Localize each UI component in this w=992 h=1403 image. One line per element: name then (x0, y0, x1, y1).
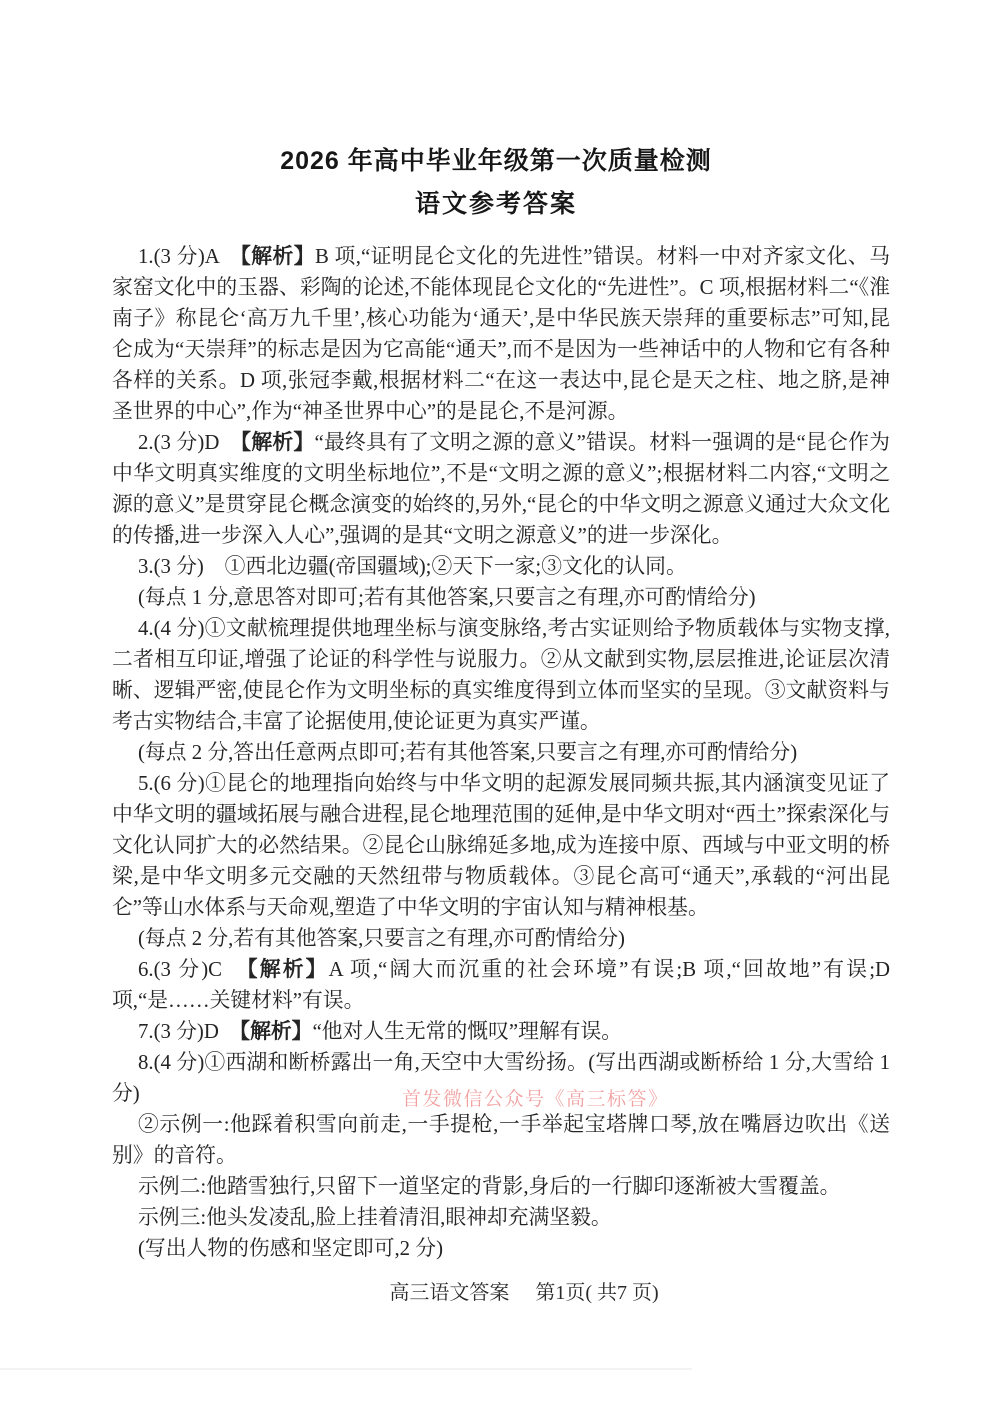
answer-text: 示例二:他踏雪独行,只留下一道坚定的背影,身后的一行脚印逐渐被大雪覆盖。 (138, 1175, 841, 1198)
answer-text: 2.(3 分)D (138, 431, 241, 454)
analysis-label: 【解析】 (247, 958, 329, 981)
answer-text: (写出人物的伤感和坚定即可,2 分) (138, 1237, 444, 1260)
page-footer (28, 1276, 992, 1305)
page-title: 2026 年高中毕业年级第一次质量检测 (280, 147, 712, 175)
answer-text: 8.(4 分)①西湖和断桥露出一角,天空中大雪纷扬。(写出西湖或断桥给 1 分,大雪给 1 分) (112, 1051, 890, 1105)
answer-paragraph (112, 1171, 890, 1202)
answer-text: 1.(3 分)A (138, 245, 241, 268)
answer-paragraph (112, 1233, 890, 1264)
page-subtitle: 语文参考答案 (414, 190, 577, 218)
answer-paragraph (112, 613, 890, 737)
answer-paragraph (112, 241, 890, 427)
answer-text: 3.(3 分) ①西北边疆(帝国疆域);②天下一家;③文化的认同。 (138, 555, 687, 578)
answer-text: 6.(3 分)C (138, 958, 248, 981)
analysis-label: 【解析】 (239, 1020, 313, 1043)
answer-paragraph (112, 1202, 890, 1233)
answer-text: “最终具有了文明之源的意义”错误。材料一强调的是“昆仑作为中华文明真实维度的文明坐标地位”,不是“文明之源的意义”;根据材料二内容,“文明之源的意义”是贯穿昆仑概念演变的始终的,另外,“昆仑的中华文明之源意义通过大众文化的传播,进一步深入人心”,强调的是其“文明之源意义”的进一步深化。 (112, 431, 890, 547)
answer-text: 示例三:他头发凌乱,脸上挂着清泪,眼神却充满坚毅。 (138, 1206, 612, 1229)
footer-doc-label: 高三语文答案 (389, 1282, 510, 1304)
answer-text: A 项,“阔大而沉重的社会环境”有误;B 项,“回故地”有误;D 项,“是……关键材料”有误。 (112, 958, 890, 1012)
answer-text: 4.(4 分)①文献梳理提供地理坐标与演变脉络,考古实证则给予物质载体与实物支撑,二者相互印证,增强了论证的科学性与说服力。②从文献到实物,层层推进,论证层次清晰、逻辑严密,使昆仑作为文明坐标的真实维度得到立体而坚实的呈现。③文献资料与考古实物结合,丰富了论据使用,使论证更为真实严谨。 (112, 617, 890, 733)
answer-text: (每点 2 分,若有其他答案,只要言之有理,亦可酌情给分) (138, 927, 625, 950)
answer-text: “他对人生无常的慨叹”理解有误。 (312, 1020, 623, 1043)
answer-paragraph (112, 923, 890, 954)
answer-paragraph (112, 954, 890, 1016)
watermark: 首发微信公众号《高三标答》 (402, 1089, 669, 1110)
analysis-label: 【解析】 (240, 431, 315, 454)
answer-paragraph (112, 768, 890, 923)
analysis-label: 【解析】 (240, 245, 315, 268)
scan-artifact-line (0, 1368, 692, 1370)
answer-paragraph (112, 1016, 890, 1047)
answer-text: (每点 1 分,意思答对即可;若有其他答案,只要言之有理,亦可酌情给分) (138, 586, 756, 609)
answer-paragraph (112, 551, 890, 582)
answer-paragraph (112, 427, 890, 551)
answer-text: 7.(3 分)D (138, 1020, 240, 1043)
answer-paragraph (112, 1109, 890, 1171)
answer-text: 5.(6 分)①昆仑的地理指向始终与中华文明的起源发展同频共振,其内涵演变见证了中华文明的疆域拓展与融合进程,昆仑地理范围的延伸,是中华文明对“西土”探索深化与文化认同扩大的必然结果。②昆仑山脉绵延多地,成为连接中原、西域与中亚文明的桥梁,是中华文明多元交融的天然纽带与物质载体。③昆仑高可“通天”,承载的“河出昆仑”等山水体系与天命观,塑造了中华文明的宇宙认知与精神根基。 (112, 772, 890, 919)
answer-paragraph (112, 737, 890, 768)
footer-page-indicator: 第1页( 共7 页) (535, 1282, 659, 1304)
answer-paragraph (112, 582, 890, 613)
answer-text: B 项,“证明昆仑文化的先进性”错误。材料一中对齐家文化、马家窑文化中的玉器、彩陶的论述,不能体现昆仑文化的“先进性”。C 项,根据材料二“《淮南子》称昆仑‘高万九千里’,核心功能为‘通天’,是中华民族天崇拜的重要标志”可知,昆仑成为“天崇拜”的标志是因为它高能“通天”,而不是因为一些神话中的人物和它有各种各样的关系。D 项,张冠李戴,根据材料二“在这一表达中,昆仑是天之柱、地之脐,是神圣世界的中心”,作为“神圣世界中心”的是昆仑,不是河源。 (112, 245, 890, 423)
answer-text: ②示例一:他踩着积雪向前走,一手提枪,一手举起宝塔牌口琴,放在嘴唇边吹出《送别》的音符。 (112, 1113, 890, 1167)
answer-text: (每点 2 分,答出任意两点即可;若有其他答案,只要言之有理,亦可酌情给分) (138, 741, 798, 764)
